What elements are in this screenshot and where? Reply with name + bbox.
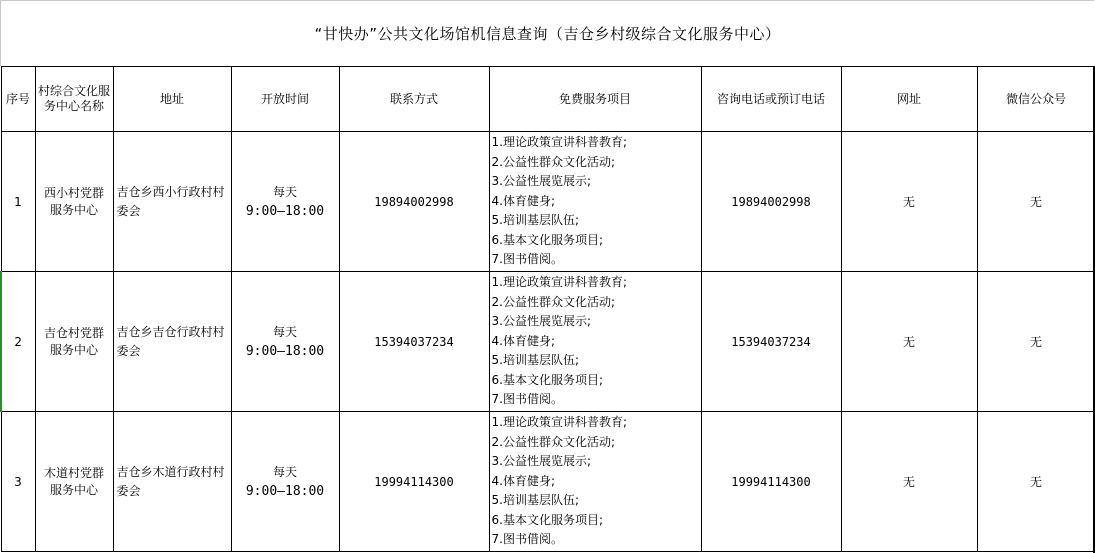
service-item: 7.图书借阅。 <box>491 532 563 547</box>
service-item: 1.理论政策宣讲科普教育; <box>491 275 627 290</box>
cell-website[interactable]: 无 <box>841 272 977 412</box>
cell-contact[interactable]: 15394037234 <box>339 272 489 412</box>
cell-index[interactable]: 2 <box>1 272 35 412</box>
cell-address[interactable]: 吉仓乡木道行政村村委会 <box>113 412 231 552</box>
header-contact[interactable]: 联系方式 <box>339 67 489 132</box>
cell-services[interactable] <box>489 412 701 552</box>
hours-label: 每天 <box>272 464 297 479</box>
service-item: 3.公益性展览展示; <box>491 174 591 189</box>
service-item: 1.理论政策宣讲科普教育; <box>491 135 627 150</box>
service-item: 5.培训基层队伍; <box>491 213 579 228</box>
cell-hours[interactable] <box>231 412 339 552</box>
hours-label: 每天 <box>272 184 297 199</box>
sheet-title[interactable]: “甘快办”公共文化场馆机信息查询（吉仓乡村级综合文化服务中心） <box>0 0 1094 66</box>
header-hours[interactable]: 开放时间 <box>231 67 339 132</box>
hours-time: 9:00—18:00 <box>245 203 325 219</box>
cell-consult-phone[interactable]: 19994114300 <box>701 412 841 552</box>
service-item: 4.体育健身; <box>491 473 555 488</box>
service-item: 2.公益性群众文化活动; <box>491 294 615 309</box>
table-row <box>1 412 1095 552</box>
cell-address[interactable]: 吉仓乡吉仓行政村村委会 <box>113 272 231 412</box>
service-item: 4.体育健身; <box>491 333 555 348</box>
cell-website[interactable]: 无 <box>841 132 977 272</box>
header-name[interactable]: 村综合文化服务中心名称 <box>35 67 113 132</box>
cell-name[interactable]: 吉仓村党群服务中心 <box>35 272 113 412</box>
cell-wechat[interactable]: 无 <box>977 272 1095 412</box>
service-item: 7.图书借阅。 <box>491 392 563 407</box>
service-item: 2.公益性群众文化活动; <box>491 154 615 169</box>
table-row <box>1 272 1095 412</box>
header-consult-phone[interactable]: 咨询电话或预订电话 <box>701 67 841 132</box>
cell-wechat[interactable]: 无 <box>977 412 1095 552</box>
header-website[interactable]: 网址 <box>841 67 977 132</box>
cell-services[interactable] <box>489 272 701 412</box>
cell-name[interactable]: 木道村党群服务中心 <box>35 412 113 552</box>
hours-label: 每天 <box>272 324 297 339</box>
service-item: 7.图书借阅。 <box>491 252 563 267</box>
service-item: 4.体育健身; <box>491 193 555 208</box>
header-row <box>1 67 1095 132</box>
cell-address[interactable]: 吉仓乡西小行政村村委会 <box>113 132 231 272</box>
service-item: 6.基本文化服务项目; <box>491 512 603 527</box>
cell-consult-phone[interactable]: 15394037234 <box>701 272 841 412</box>
cell-contact[interactable]: 19894002998 <box>339 132 489 272</box>
service-item: 2.公益性群众文化活动; <box>491 434 615 449</box>
cell-name[interactable]: 西小村党群服务中心 <box>35 132 113 272</box>
service-item: 6.基本文化服务项目; <box>491 232 603 247</box>
header-services[interactable]: 免费服务项目 <box>489 67 701 132</box>
service-item: 3.公益性展览展示; <box>491 454 591 469</box>
cell-consult-phone[interactable]: 19894002998 <box>701 132 841 272</box>
header-address[interactable]: 地址 <box>113 67 231 132</box>
cell-website[interactable]: 无 <box>841 412 977 552</box>
cell-hours[interactable] <box>231 132 339 272</box>
table-row <box>1 132 1095 272</box>
cell-hours[interactable] <box>231 272 339 412</box>
venue-info-table <box>0 66 1095 552</box>
cell-index[interactable]: 1 <box>1 132 35 272</box>
header-index[interactable]: 序号 <box>1 67 35 132</box>
service-item: 5.培训基层队伍; <box>491 353 579 368</box>
cell-contact[interactable]: 19994114300 <box>339 412 489 552</box>
cell-index[interactable]: 3 <box>1 412 35 552</box>
header-wechat[interactable]: 微信公众号 <box>977 67 1095 132</box>
hours-time: 9:00—18:00 <box>245 343 325 359</box>
hours-time: 9:00—18:00 <box>245 483 325 499</box>
service-item: 6.基本文化服务项目; <box>491 372 603 387</box>
service-item: 5.培训基层队伍; <box>491 493 579 508</box>
cell-wechat[interactable]: 无 <box>977 132 1095 272</box>
cell-services[interactable] <box>489 132 701 272</box>
service-item: 1.理论政策宣讲科普教育; <box>491 415 627 430</box>
service-item: 3.公益性展览展示; <box>491 314 591 329</box>
